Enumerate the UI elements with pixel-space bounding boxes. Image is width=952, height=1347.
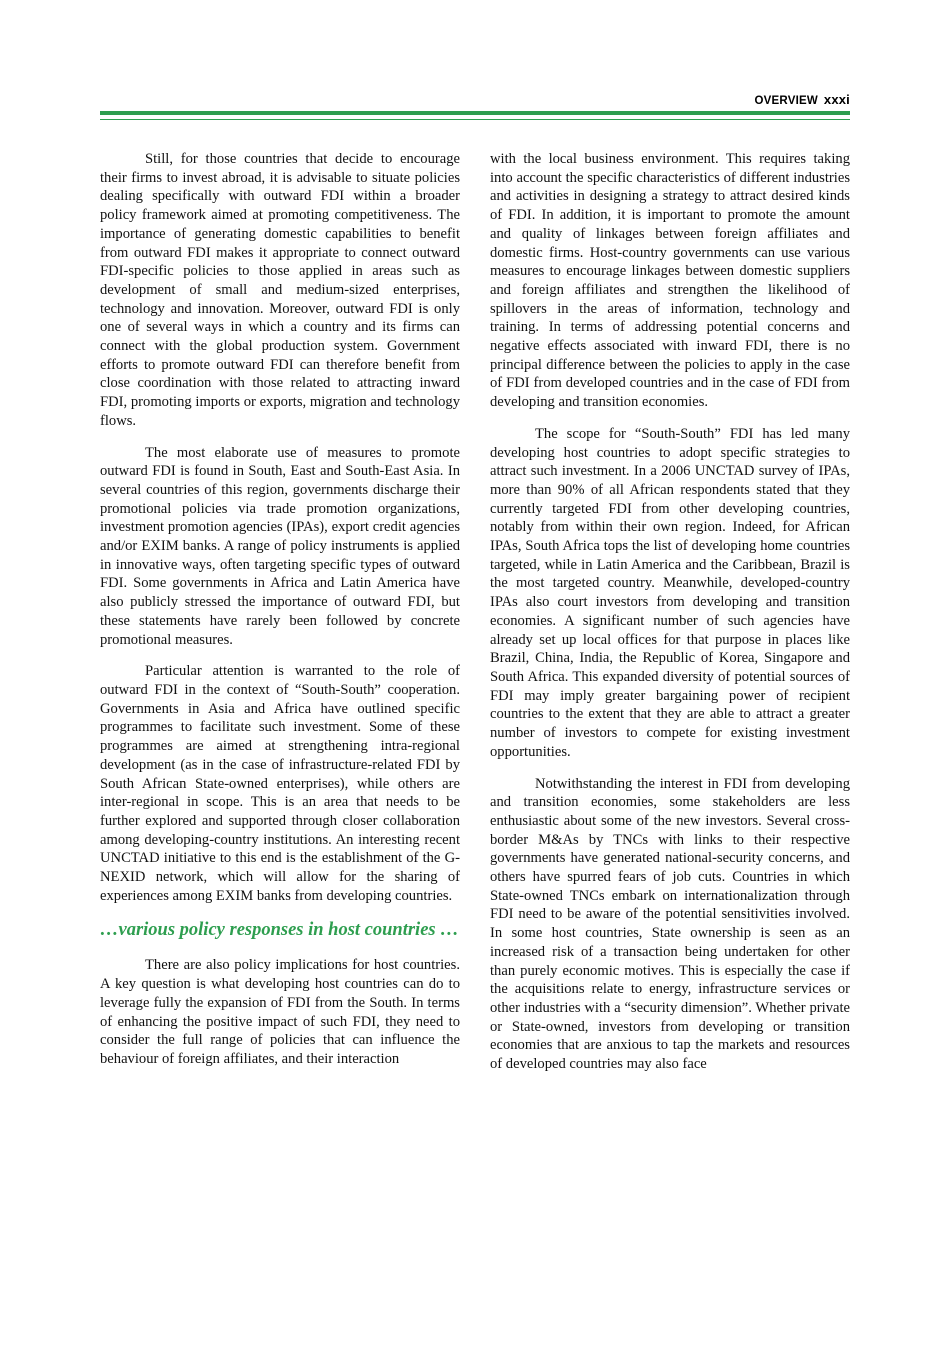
paragraph: Still, for those countries that decide to encourage their firms to invest abroad, it is advisable to situate policies dealing specifically with outward FDI within a broader policy framework aimed at promoting competitiveness. The importance of generating domestic capabilities to benefit from outward FDI makes it appropriate to connect outward FDI-specific policies to those applied in areas such as development of small and medium-sized enterprises, technology and innovation. Moreover, outward FDI is only one of several ways in which a country and its firms can connect with the global production system. Government efforts to promote outward FDI can therefore benefit from close coordination with those related to attracting inward FDI, promoting imports or exports, migration and technology flows. xyxy=(100,151,460,429)
running-header xyxy=(755,92,850,107)
page-number: xxxi xyxy=(823,92,850,107)
left-column xyxy=(100,150,460,1082)
paragraph: Notwithstanding the interest in FDI from developing and transition economies, some stakeholders are less enthusiastic about some of the new investors. Several cross-border M&As by TNCs with links to their respective governments have generated national-security concerns, and others have spurred fears of job cuts. Countries in which State-owned TNCs embark on internationalization through FDI need to be aware of the potential sensitivities involved. In some host countries, State ownership is seen as an increased risk of a transaction being undertaken for other than purely economic motives. This is especially the case if the acquisitions relate to energy, infrastructure services or other industries with a “security dimension”. Whether private or State-owned, investors from developing or transition economies that are anxious to tap the markets and resources of developed countries may also face xyxy=(490,775,850,1073)
paragraph: The scope for “South-South” FDI has led many developing host countries to adopt specific strategies to attract such investment. In a 2006 UNCTAD survey of IPAs, more than 90% of all African respondents stated that they currently targeted FDI from other developing countries, notably from within their own region. Indeed, for African IPAs, South Africa tops the list of developing home countries targeted, while in Latin America and the Caribbean, Brazil is the most targeted country. Meanwhile, developed-country IPAs also court investors from developing and transition economies. A significant number of such agencies have already set up local offices for that purpose in places like Brazil, China, India, the Republic of Korea, Singapore and South Africa. This expanded diversity of potential sources of FDI may imply greater bargaining power of recipient countries to the extent that they are able to attract a greater number of investors to compete for existing investment opportunities. xyxy=(490,425,850,760)
section-heading: …various policy responses in host countries … xyxy=(100,920,459,941)
section-title: OVERVIEW xyxy=(754,95,818,107)
paragraph: There are also policy implications for host countries. A key question is what developing host countries can do to leverage fully the expansion of FDI from the South. In terms of enhancing the positive impact of such FDI, they need to consider the full range of policies that can influence the behaviour of foreign affiliates, and their interaction xyxy=(100,957,460,1067)
paragraph: The most elaborate use of measures to promote outward FDI is found in South, East and South-East Asia. In several countries of this region, governments discharge their promotional policies via trade promotion organizations, investment promotion agencies (IPAs), export credit agencies and/or EXIM banks. A range of policy instruments is applied in innovative ways, often targeting specific types of outward FDI. Some governments in Africa and Latin America have also publicly stressed the importance of outward FDI, but these statements have rarely been followed by concrete promotional measures. xyxy=(100,444,460,648)
right-column xyxy=(490,150,850,1087)
paragraph: Particular attention is warranted to the role of outward FDI in the context of “South-South” cooperation. Governments in Asia and Africa have outlined specific programmes to facilitate such investment. Some of these programmes are aimed at strengthening intra-regional development (as in the case of infrastructure-related FDI by South African State-owned enterprises), while others are inter-regional in scope. This is an area that needs to be further explored and supported through closer collaboration among developing-country institutions. An interesting recent UNCTAD initiative to this end is the establishment of the G-NEXID network, which will allow for the sharing of experiences among EXIM banks from developing countries. xyxy=(100,663,460,904)
paragraph: with the local business environment. This requires taking into account the specific characteristics of different industries and activities in designing a strategy to attract desired kinds of FDI. In addition, it is important to promote the amount and quality of linkages between foreign affiliates and domestic firms. Host-country governments can use various measures to encourage linkages between domestic suppliers and foreign affiliates and strengthen the likelihood of spillovers in the areas of information, technology and training. In terms of addressing potential concerns and negative effects associated with inward FDI, there is no principal difference between the policies to apply in the case of FDI from developed countries and in the case of FDI from developing and transition economies. xyxy=(490,151,850,411)
header-rule-thin xyxy=(100,119,850,120)
header-rule-thick xyxy=(100,111,850,115)
